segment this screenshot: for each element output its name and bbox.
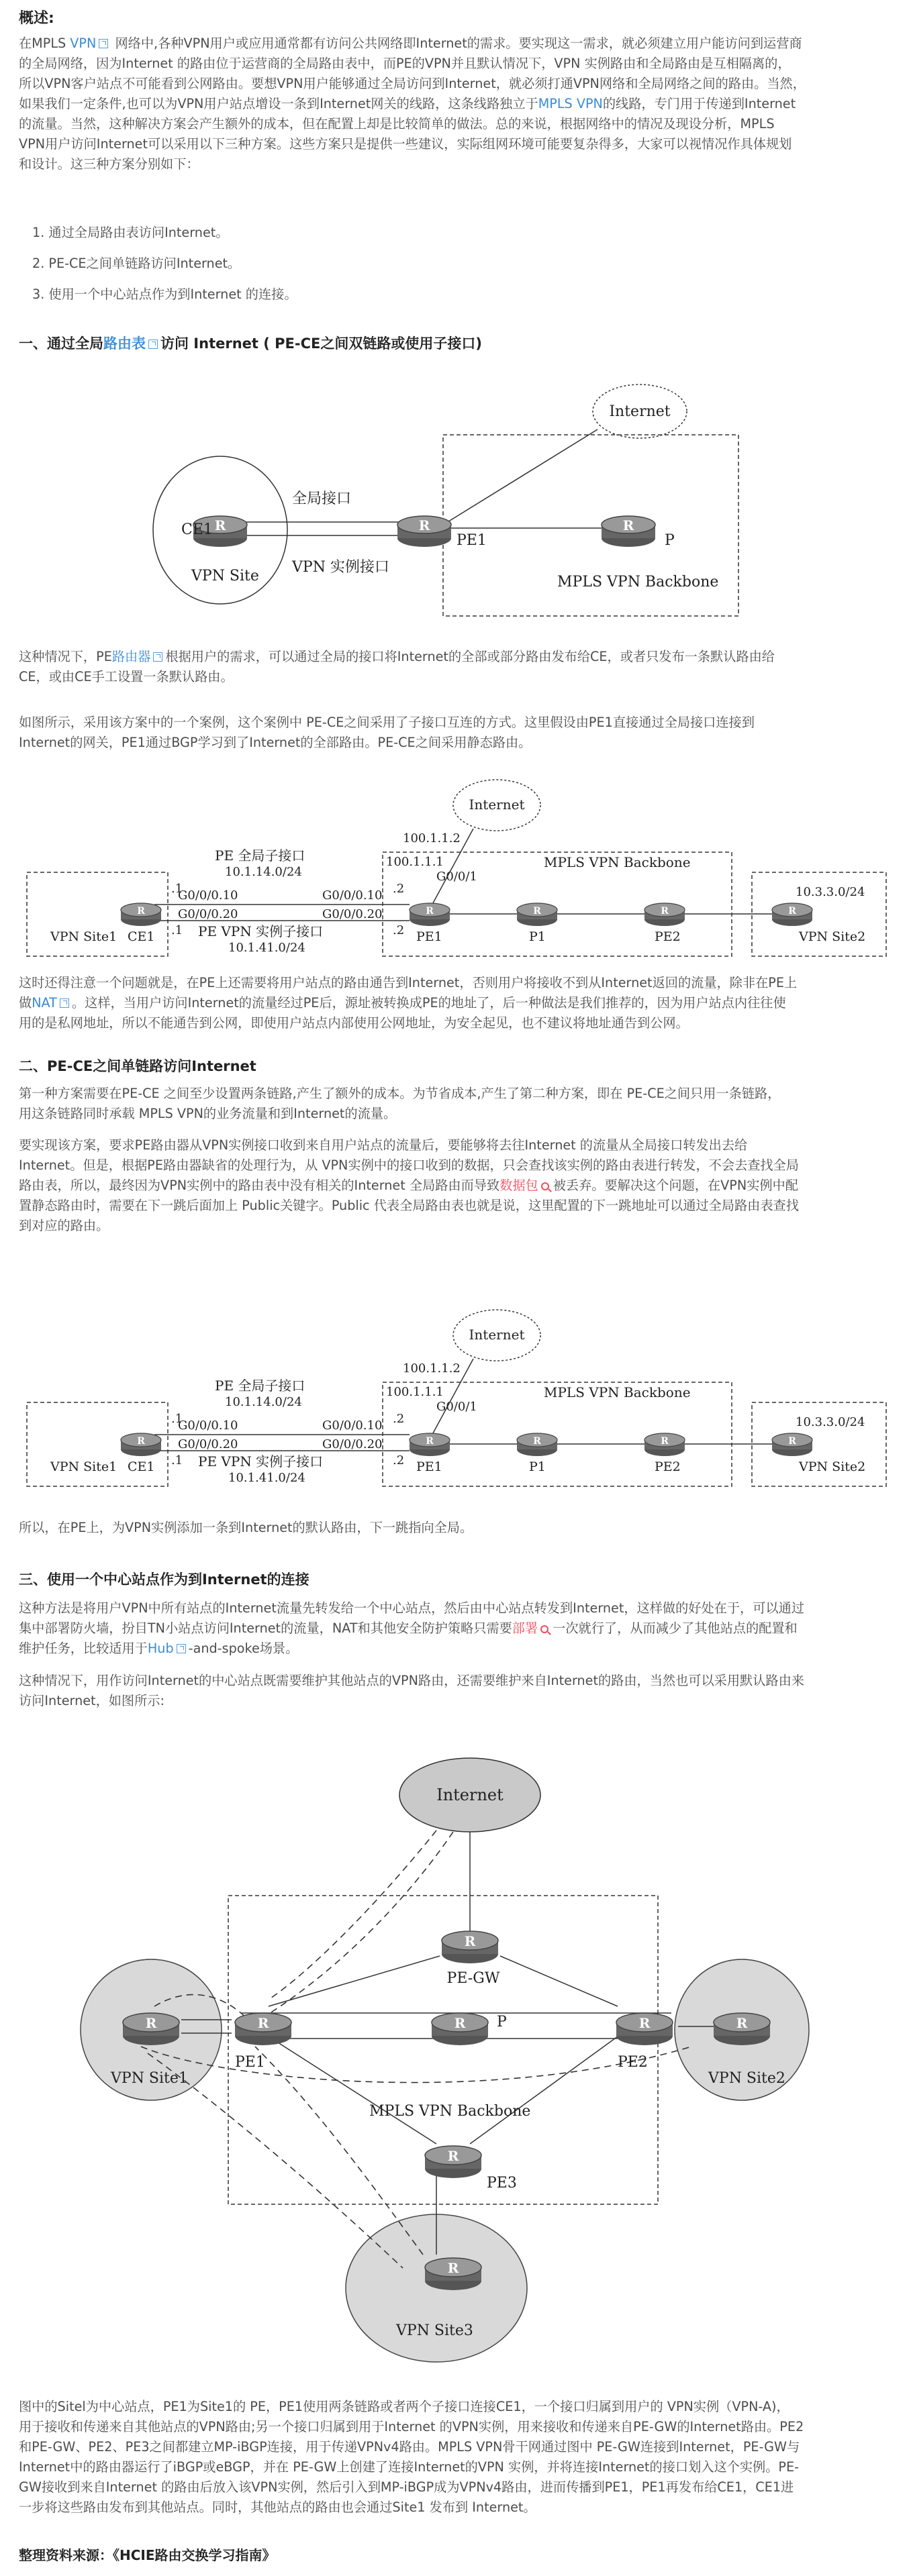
pe2-label: PE2 [655,1459,681,1474]
vpn-sub-label: PE VPN 实例子接口 [198,1453,324,1470]
overview-heading: 概述: [19,10,54,27]
text-line: 这种方法是将用户VPN中所有站点的Internet流量先转发给一个中心站点，然后由中心站点转发到Internet，这样做的好处在于，可以通过 [19,1600,804,1616]
text-line: 置静态路由时，需要在下一跳后面加上 Public关键字。Public 代表全局路由表也就是说，这里配置的下一跳地址可以通过全局路由表查找 [19,1198,799,1213]
ip-label: .1 [171,882,183,896]
net-label: 10.3.3.0/24 [796,885,865,899]
ip-label: .1 [171,1453,183,1467]
interface-label: G0/0/0.10 [322,888,383,903]
section3-para2 [19,1671,894,1711]
overview-paragraph [19,34,894,174]
backbone-label: MPLS VPN Backbone [557,574,719,590]
external-link-icon [148,340,158,349]
pe1-router-icon [410,1433,450,1456]
pegw-label: PE-GW [446,1970,500,1987]
text-line: 第一种方案需要在PE-CE 之间至少设置两条链路,产生了额外的成本。为节省成本,产生了第二种方案，即在 PE-CE之间只用一条链路， [19,1086,781,1101]
vpn-link[interactable]: VPN [70,36,97,51]
ce1-router-icon [121,903,161,926]
section2-heading: 二、PE-CE之间单链路访问Internet [19,1058,256,1074]
ip-label: .2 [393,1412,405,1426]
site1-label: VPN Site1 [111,2070,188,2087]
nat-link[interactable]: NAT [32,995,57,1011]
external-link-icon [177,1644,186,1653]
text-line: VPN用户访问Internet可以采用以下三种方案。这些方案只是提供一些建议，实际组网环境可能要复杂得多，大家可以视情况作具体规划 [19,136,792,152]
interface-label: G0/0/0.20 [322,907,383,921]
external-link-icon [60,998,69,1008]
site2-label: VPN Site2 [708,2070,785,2087]
section3-para3 [19,2397,894,2518]
section2-para1 [19,1084,894,1124]
pe1-router-icon [235,2013,291,2045]
diagram-global-routing: R Internet CE1 全局接口 VPN 实例接口 PE1 P VPN Site MPLS VPN Backbone [154,362,759,631]
section1-para1 [19,647,894,687]
interface-label: G0/0/0.20 [178,1437,238,1451]
ce1-label: CE1 [181,521,213,538]
section3-para1 [19,1598,894,1659]
diagram-hub-site: R Internet PE-GW PE1 P PE2 PE3 MPLS VPN Backbone VPN Site1 VPN Site2 VPN Site3 [87,1731,826,2375]
p1-router-icon [517,903,557,926]
pe2-label: PE2 [655,929,681,944]
internet-label: Internet [609,403,671,420]
global-sub-label: PE 全局子接口 [215,847,305,864]
internet-cloud [453,780,540,831]
section1-para2 [19,713,894,753]
net-label: 10.1.41.0/24 [228,941,305,955]
interface-label: G0/0/1 [436,1400,477,1414]
source-note: 整理资料来源：《HCIE路由交换学习指南》 [19,2547,276,2563]
pe1-label: PE1 [457,532,487,549]
deploy-link[interactable]: 部署 [512,1620,538,1636]
pe1-label: PE1 [235,2054,265,2071]
text-line: 用的是私网地址，所以不能通告到公网，即使用户站点内部使用公网地址，为安全起见，也不建议将地址通告到公网。 [19,1015,689,1031]
backbone-label: MPLS VPN Backbone [544,854,691,870]
text-line: 在MPLS VPN 网络中,各种VPN用户或应用通常都有访问公共网络即Internet的需求。要实现这一需求，就必须建立用户能访问到运营商 [19,36,802,51]
ip-label: 100.1.1.1 [386,1385,444,1399]
text-line: 集中部署防火墙，扮目TN小站点访问Internet的流量，NAT和其他安全防护策略只需要部署 一次就行了，从而减少了其他站点的配置和 [19,1620,798,1636]
ip-label: 100.1.1.2 [403,1361,461,1376]
mpls-vpn-link[interactable]: MPLS VPN [538,96,603,111]
search-icon [540,1625,548,1633]
text-line: 的流量。当然，这种解决方案会产生额外的成本，但在配置上却是比较简单的做法。总的来说，根据网络中的情况及现设分析，MPLS [19,116,775,132]
pe1-label: PE1 [416,929,442,944]
text-line: 图中的Sitel为中心站点，PE1为Site1的 PE，PE1使用两条链路或者两个子接口连接CE1，一个接口归属到用户的 VPN实例（VPN-A)， [19,2399,790,2414]
net-label: 10.1.41.0/24 [228,1471,305,1485]
backbone-label: MPLS VPN Backbone [544,1384,691,1400]
ip-label: 100.1.1.1 [386,855,444,869]
text-line: Internet。但是，根据PE路由器缺省的处理行为，从 VPN实例中的接口收到的数据，只会查找该实例的路由表进行转发，不会去查找全局 [19,1157,799,1173]
net-label: 10.1.14.0/24 [225,1395,302,1409]
pe2-router-icon [616,2013,673,2045]
interface-label: G0/0/0.10 [178,888,238,903]
text-line: 用于接收和传递来自其他站点的VPN路由;另一个接口归属到用于Internet 的VPN实例，用来接收和传递来自PE-GW的Internet路由。PE2 [19,2419,804,2434]
site2-router-icon [714,2013,770,2045]
section2-para2 [19,1135,894,1236]
text-line: Internet中的路由器运行了iBGP或eBGP，并在 PE-GW上创建了连接Internet的VPN 实例，并将连接Internet的接口划入这个实例。PE- [19,2459,800,2475]
pe2-router-icon [644,903,685,926]
option-item: 1. 通过全局路由表访问Internet。 [32,225,229,240]
interface-label: G0/0/0.10 [322,1419,383,1433]
text-line: 路由表，所以，最终因为VPN实例中的路由表中没有相关的Internet 全局路由而导致数据包 被丢弃。要解决这个问题，在VPN实例中配 [19,1178,798,1193]
p1-router-icon [517,1433,557,1456]
site2-label: VPN Site2 [799,929,866,944]
site1-router-icon [123,2013,179,2045]
text-line: 做NAT 。这样，当用户访问Internet的流量经过PE后，源址被转换成PE的地址了，后一种做法是我们推荐的，因为用户站点内往往使 [19,995,786,1011]
text-line: 要实现该方案，要求PE路由器从VPN实例接口收到来自用户站点的流量后，要能够将去往Internet 的流量从全局接口转发出去给 [19,1137,748,1153]
pegw-router-icon [442,1931,498,1963]
text-line: 维护任务，比较适用于Hub -and-spoke场景。 [19,1641,299,1656]
pe3-label: PE3 [487,2175,517,2192]
internet-label: Internet [469,796,525,813]
pe2-label: PE2 [618,2054,648,2071]
ip-label: .2 [393,923,405,937]
section2-para3: 所以，在PE上，为VPN实例添加一条到Internet的默认路由，下一跳指向全局。 [19,1520,473,1535]
ce1-label: CE1 [128,1459,155,1474]
section1-para3 [19,973,894,1033]
internet-cloud [399,1758,540,1832]
text-line: 和PE-GW、PE2、PE3之间都建立MP-iBGP连接，用于传递VPNv4路由。MPLS VPN骨干网通过图中 PE-GW连接到Internet，PE-GW与 [19,2439,800,2455]
global-if-label: 全局接口 [292,491,352,507]
text-line: 这种情况下，PE路由器 根据用户的需求，可以通过全局的接口将Internet的全部或部分路由发布给CE，或者只发布一条默认路由给 [19,649,775,664]
p-label: P [497,2014,507,2030]
option-item: 2. PE-CE之间单链路访问Internet。 [32,256,241,271]
text-line: 所以VPN客户站点不可能看到公网路由。要想VPN用户能够通过全局访问到Internet，就必须打通VPN网络和全局网络之间的路由。当然， [19,76,806,91]
ip-label: .1 [171,1412,183,1426]
search-icon [541,1182,549,1190]
internet-label: Internet [469,1327,525,1343]
p-router-icon [602,516,655,547]
interface-label: G0/0/0.10 [178,1419,238,1433]
text-line: CE，或由CE手工设置一条默认路由。 [19,669,234,684]
diagram-subinterface: R Internet 100.1.1.2 100.1.1.1 G0/0/1 MPLS VPN Backbone PE 全局子接口 10.1.14.0/24 .1 .1 G0/0/0.10 G0/0/0.20 G0/0/0.10 G0/0/0.20 .2 .2 PE VPN 实例子接口 10.1.41.0/24 VPN Site1 CE1 PE1 P1 PE2 10.3.3.0/24 VPN Site2 [27,765,886,966]
site3-router-icon [425,2258,481,2290]
site1-label: VPN Site1 [50,929,117,944]
text-line: 一步将这些路由发布到其他站点。同时，其他站点的路由也会通过Site1 发布到 Internet。 [19,2500,536,2515]
pe1-router-icon [410,903,450,926]
data-packet-link[interactable]: 数据包 [499,1178,538,1193]
p1-label: P1 [529,1459,546,1474]
interface-label: G0/0/1 [436,870,477,884]
net-label: 10.3.3.0/24 [796,1415,865,1429]
site2-router-icon [772,903,812,926]
router-link[interactable]: 路由器 [111,649,151,664]
site2-label: VPN Site2 [799,1459,866,1474]
interface-label: G0/0/0.20 [322,1437,383,1451]
text-line: 和设计。这三种方案分别如下： [19,156,199,172]
external-link-icon [153,652,162,662]
section1-heading: 一、通过全局路由表 访问 Internet ( PE-CE之间双链路或使用子接口) [19,336,482,352]
p-label: P [665,532,675,549]
text-line: 如果我们一定条件,也可以为VPN用户站点增设一条到Internet网关的线路，这条线路独立于MPLS VPN的线路，专门用于传递到Internet [19,96,796,111]
internet-cloud [593,384,687,438]
ip-label: .1 [171,923,183,937]
p-router-icon [432,2013,488,2045]
pe1-label: PE1 [416,1459,442,1474]
internet-cloud [453,1310,540,1361]
ip-label: .2 [393,882,405,896]
option-item: 3. 使用一个中心站点作为到Internet 的连接。 [32,287,297,302]
routing-table-link[interactable]: 路由表 [103,336,146,352]
ce1-label: CE1 [128,929,155,944]
site3-label: VPN Site3 [396,2322,473,2339]
ip-label: .2 [393,1453,405,1467]
interface-label: G0/0/0.20 [178,907,238,921]
text-line: 用这条链路同时承载 MPLS VPN的业务流量和到Internet的流量。 [19,1106,397,1121]
text-line: 如图所示，采用该方案中的一个案例，这个案例中 PE-CE之间采用了子接口互连的方式。这里假设由PE1直接通过全局接口连接到 [19,715,755,730]
vpn-site-label: VPN Site [191,568,259,584]
text-line: Internet的网关，PE1通过BGP学习到了Internet的全部路由。PE-CE之间采用静态路由。 [19,735,532,750]
text-line: 这种情况下，用作访问Internet的中心站点既需要维护其他站点的VPN路由，还需要维护来自Internet的路由，当然也可以采用默认路由来 [19,1673,804,1688]
text-line: 的全局网络，因为Internet 的路由位于运营商的全局路由表中，而PE的VPN并且默认情况下，VPN 实例路由和全局路由是互相隔离的， [19,56,791,71]
pe3-router-icon [425,2146,481,2178]
external-link-icon [99,39,108,48]
ip-label: 100.1.1.2 [403,831,461,845]
link-line [438,429,597,528]
text-line: GW接收到来自Internet 的路由后放入该VPN实例，然后引入到MP-iBGP成为VPNv4路由，进而传播到PE1，PE1再发布给CE1，CE1进 [19,2479,794,2495]
site2-router-icon [772,1433,812,1456]
pe1-router-icon [397,516,451,547]
pe2-router-icon [644,1433,685,1456]
global-sub-label: PE 全局子接口 [215,1378,305,1394]
ce1-router-icon [121,1433,161,1456]
p1-label: P1 [529,929,546,944]
traffic-paths [141,1831,691,2268]
section3-heading: 三、使用一个中心站点作为到Internet的连接 [19,1572,309,1588]
vpn-if-label: VPN 实例接口 [292,559,389,576]
vpn-sub-label: PE VPN 实例子接口 [198,923,324,939]
internet-label: Internet [436,1786,504,1804]
hub-link[interactable]: Hub [147,1641,174,1656]
text-line: 到对应的路由。 [19,1218,109,1233]
net-label: 10.1.14.0/24 [225,865,302,879]
diagram-single-link [27,1295,886,1496]
text-line: 访问Internet，如图所示: [19,1693,164,1708]
backbone-label: MPLS VPN Backbone [369,2103,531,2120]
site1-label: VPN Site1 [50,1459,117,1474]
text-line: 这时还得注意一个问题就是，在PE上还需要将用户站点的路由通告到Internet，否则用户将接收不到从Internet返回的流量，除非在PE上 [19,975,798,990]
